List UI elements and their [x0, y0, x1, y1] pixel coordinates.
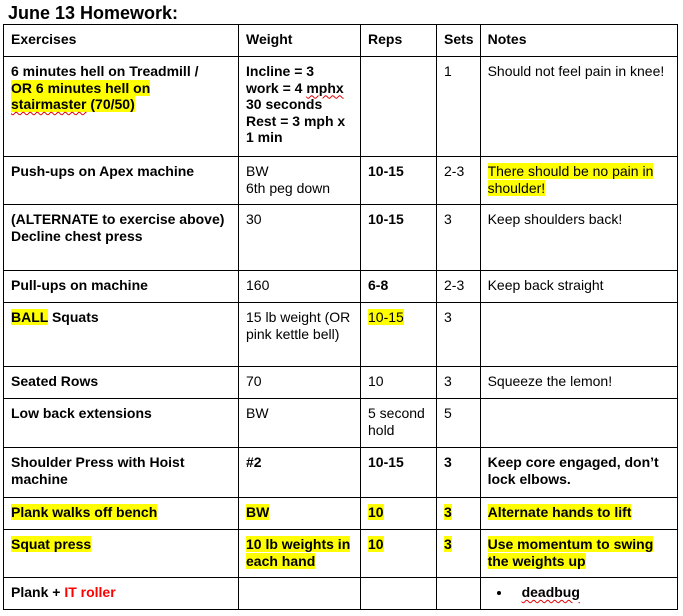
table-row	[4, 271, 678, 303]
exercise-highlight: Squat press	[11, 536, 92, 552]
reps-highlight: 10-15	[368, 309, 404, 325]
weight-cell: 160	[239, 271, 361, 303]
exercise-cell	[4, 303, 239, 367]
sets-cell	[437, 498, 481, 530]
sets-cell	[437, 530, 481, 578]
notes-cell: Should not feel pain in knee!	[480, 57, 677, 157]
weight-cell: 30	[239, 205, 361, 271]
weight-cell	[239, 157, 361, 205]
table-row	[4, 57, 678, 157]
reps-cell: 10-15	[361, 205, 437, 271]
table-row	[4, 578, 678, 610]
sets-highlight: 3	[444, 536, 452, 552]
exercise-cell	[4, 205, 239, 271]
sets-cell: 3	[437, 448, 481, 498]
weight-highlight: BW	[246, 504, 270, 520]
reps-cell: 10	[361, 367, 437, 399]
reps-cell	[361, 57, 437, 157]
exercise-cell: Push-ups on Apex machine	[4, 157, 239, 205]
exercise-highlight: BALL	[11, 309, 49, 325]
reps-cell: 10-15	[361, 448, 437, 498]
table-row	[4, 303, 678, 367]
notes-cell	[480, 303, 677, 367]
weight-line-underlined: mphx	[306, 79, 344, 96]
header-row	[4, 25, 678, 57]
sets-cell: 1	[437, 57, 481, 157]
homework-table	[3, 24, 678, 610]
table-row	[4, 498, 678, 530]
notes-cell: Keep core engaged, don’t lock elbows.	[480, 448, 677, 498]
exercise-text: Plank +	[11, 584, 65, 600]
weight-line: work = 4	[246, 79, 307, 96]
exercise-text: 6 minutes hell on Treadmill /	[11, 63, 199, 79]
exercise-text-alt2: stairmaster	[11, 96, 87, 112]
weight-line: 6th peg down	[246, 179, 331, 196]
reps-cell: 6-8	[361, 271, 437, 303]
header-weight: Weight	[239, 25, 361, 57]
notes-highlight: Alternate hands to lift	[487, 504, 632, 520]
reps-cell	[361, 578, 437, 610]
reps-cell	[361, 303, 437, 367]
exercise-text: Decline chest press	[11, 227, 143, 244]
exercise-cell	[4, 530, 239, 578]
exercise-cell	[4, 578, 239, 610]
header-notes: Notes	[480, 25, 677, 57]
notes-cell	[480, 498, 677, 530]
exercise-text: Squats	[48, 309, 99, 325]
header-reps: Reps	[361, 25, 437, 57]
sets-highlight: 3	[444, 504, 452, 520]
notes-bullet-list	[488, 584, 671, 601]
reps-cell	[361, 498, 437, 530]
table-row	[4, 157, 678, 205]
reps-cell	[361, 530, 437, 578]
sets-cell: 2-3	[437, 271, 481, 303]
notes-highlight: There should be no pain in shoulder!	[487, 163, 654, 196]
notes-cell: Keep back straight	[480, 271, 677, 303]
sets-cell: 3	[437, 367, 481, 399]
exercise-text: (ALTERNATE to exercise above)	[11, 211, 225, 227]
exercise-text-red: IT roller	[64, 584, 116, 600]
sets-cell: 3	[437, 205, 481, 271]
weight-cell: #2	[239, 448, 361, 498]
weight-cell: 70	[239, 367, 361, 399]
reps-highlight: 10	[368, 536, 384, 552]
weight-line: Rest = 3 mph x 1 min	[246, 112, 346, 145]
notes-highlight: Use momentum to swing the weights up	[487, 536, 654, 569]
notes-cell	[480, 578, 677, 610]
weight-cell	[239, 498, 361, 530]
exercise-cell	[4, 498, 239, 530]
weight-cell	[239, 530, 361, 578]
notes-cell	[480, 157, 677, 205]
exercise-text-alt: OR 6 minutes hell on	[11, 79, 151, 96]
table-row	[4, 205, 678, 271]
exercise-highlight	[11, 80, 150, 113]
sets-cell: 2-3	[437, 157, 481, 205]
table-row	[4, 399, 678, 448]
weight-line: 30 seconds	[246, 96, 323, 112]
exercise-text-alt3: (70/50)	[86, 96, 135, 112]
sets-cell: 3	[437, 303, 481, 367]
reps-cell: 10-15	[361, 157, 437, 205]
notes-cell	[480, 530, 677, 578]
list-item	[512, 584, 671, 601]
page-title: June 13 Homework:	[8, 3, 179, 23]
reps-highlight: 10	[368, 504, 384, 520]
weight-cell: 15 lb weight (OR pink kettle bell)	[239, 303, 361, 367]
weight-cell: BW	[239, 399, 361, 448]
notes-cell	[480, 399, 677, 448]
weight-cell	[239, 578, 361, 610]
exercise-cell: Seated Rows	[4, 367, 239, 399]
notes-cell: Keep shoulders back!	[480, 205, 677, 271]
sets-cell: 5	[437, 399, 481, 448]
reps-cell: 5 second hold	[361, 399, 437, 448]
notes-cell: Squeeze the lemon!	[480, 367, 677, 399]
table-row	[4, 530, 678, 578]
header-sets: Sets	[437, 25, 481, 57]
sets-cell	[437, 578, 481, 610]
exercise-cell: Pull-ups on machine	[4, 271, 239, 303]
weight-line: Incline = 3	[246, 63, 315, 79]
header-exercises: Exercises	[4, 25, 239, 57]
exercise-cell	[4, 57, 239, 157]
table-row	[4, 367, 678, 399]
weight-highlight: 10 lb weights in each hand	[246, 536, 351, 569]
weight-cell	[239, 57, 361, 157]
notes-bullet-text: deadbug	[521, 584, 580, 600]
exercise-cell: Shoulder Press with Hoist machine	[4, 448, 239, 498]
exercise-highlight: Plank walks off bench	[11, 504, 158, 520]
weight-line: BW	[246, 163, 269, 179]
table-row	[4, 448, 678, 498]
exercise-cell: Low back extensions	[4, 399, 239, 448]
